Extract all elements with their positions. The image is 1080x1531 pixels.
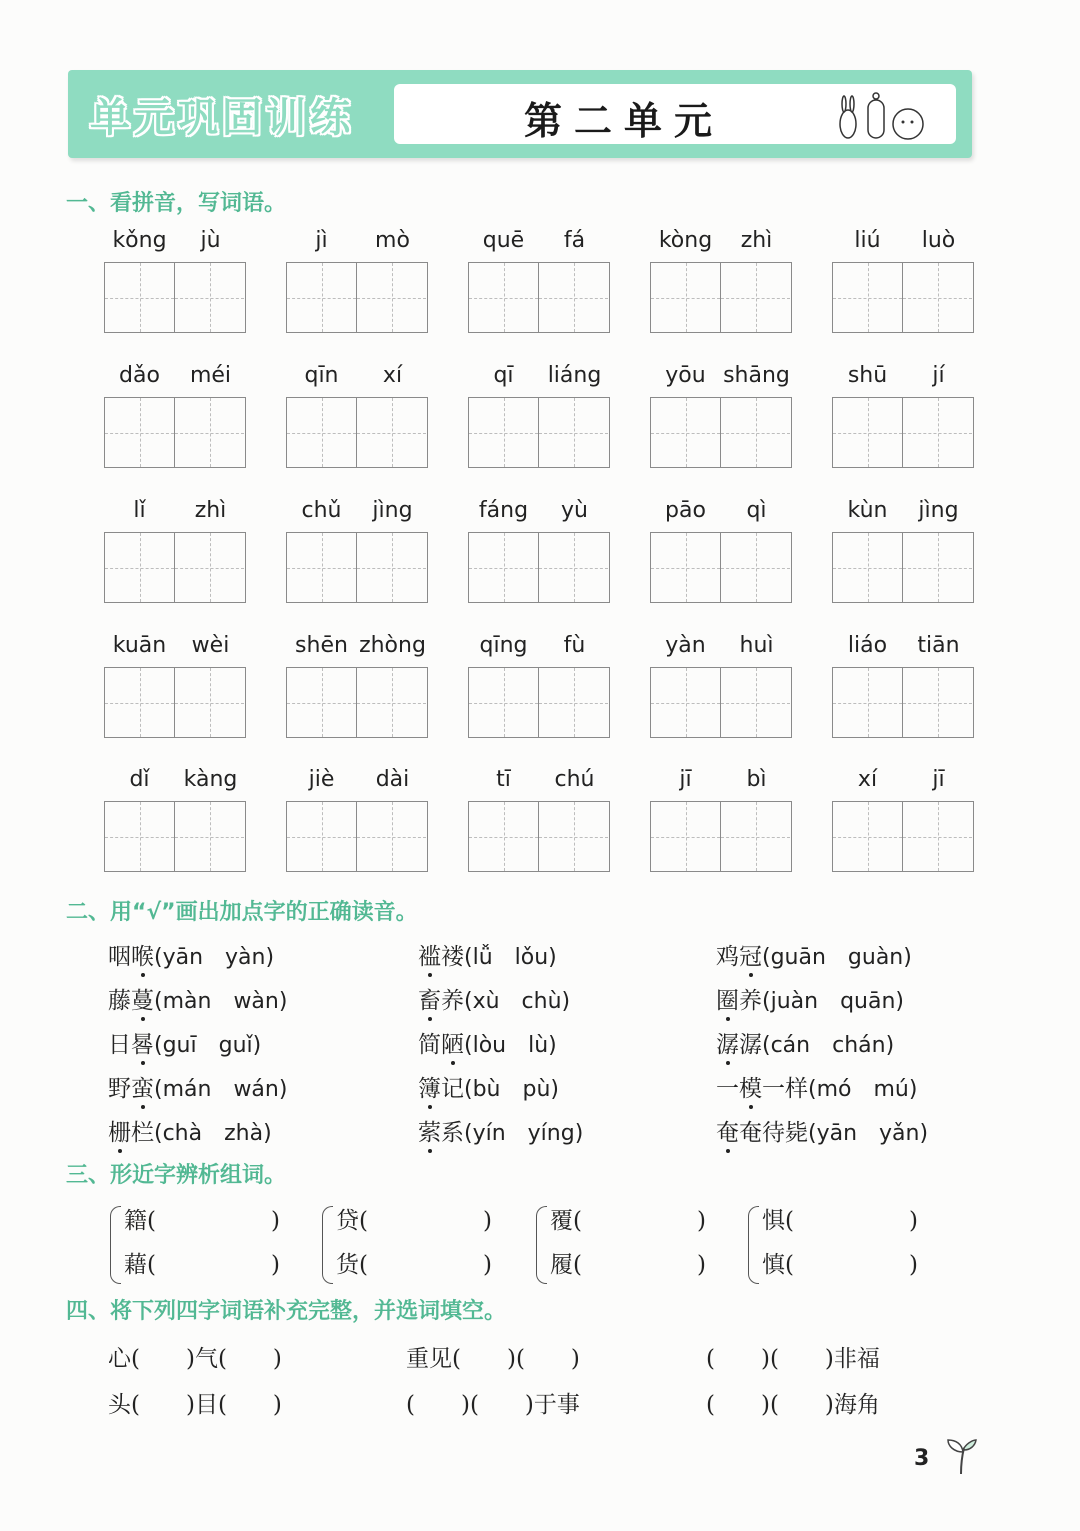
- pinyin-syllable: jù: [200, 228, 221, 253]
- idiom-item[interactable]: 头( )目( ): [108, 1392, 282, 1418]
- pinyin-syllable: dǐ: [129, 767, 150, 792]
- pronunciation-item: [716, 1114, 928, 1147]
- pinyin-word: [832, 633, 974, 738]
- pinyin-syllable: lǐ: [133, 498, 146, 523]
- pronunciation-item: [716, 938, 912, 971]
- writing-box[interactable]: [539, 802, 608, 871]
- pinyin-word: [832, 767, 974, 872]
- writing-box[interactable]: [721, 398, 790, 467]
- word: 栅栏: [108, 1120, 154, 1146]
- pinyin-word: [832, 363, 974, 468]
- word: 褴褛: [418, 944, 464, 970]
- pronunciation-item: [108, 1026, 261, 1059]
- pinyin-syllable: liú: [854, 228, 881, 253]
- word: 一模一样: [716, 1076, 808, 1102]
- pinyin-syllable: mò: [375, 228, 410, 253]
- idiom-item[interactable]: 重见( )( ): [406, 1346, 580, 1372]
- char-row[interactable]: 贷( ): [336, 1208, 492, 1234]
- writing-box[interactable]: [833, 533, 903, 602]
- reading-options[interactable]: (mó mú): [808, 1077, 918, 1102]
- pinyin-word: [286, 228, 428, 333]
- pinyin-syllable: quē: [482, 228, 525, 253]
- pinyin-syllable: fù: [563, 633, 586, 658]
- pinyin-syllable: zhì: [740, 228, 773, 253]
- pinyin-syllable: xí: [382, 363, 403, 388]
- idiom-item[interactable]: ( )( )于事: [406, 1392, 580, 1418]
- pinyin-syllable: jìng: [372, 498, 413, 523]
- writing-box[interactable]: [539, 668, 608, 737]
- section-2-title: 二、用“√”画出加点字的正确读音。: [66, 900, 418, 925]
- word: 萦系: [418, 1120, 464, 1146]
- pinyin-syllable: huì: [739, 633, 774, 658]
- pinyin-syllable: shāng: [723, 363, 790, 388]
- pinyin-syllable: chǔ: [301, 498, 342, 523]
- pinyin-syllable: chú: [554, 767, 595, 792]
- pronunciation-item: [108, 1070, 287, 1103]
- pronunciation-item: [108, 938, 274, 971]
- brace: [322, 1206, 333, 1284]
- pinyin-syllable: dài: [375, 767, 410, 792]
- writing-box[interactable]: [469, 263, 539, 332]
- reading-options[interactable]: (yín yíng): [464, 1121, 584, 1146]
- reading-options[interactable]: (lǚ lǒu): [464, 945, 557, 970]
- pinyin-word: [286, 633, 428, 738]
- pinyin-word: [468, 363, 610, 468]
- pinyin-syllable: liáo: [847, 633, 888, 658]
- word: 藤蔓: [108, 988, 154, 1014]
- writing-box[interactable]: [357, 668, 426, 737]
- pinyin-syllable: qīn: [304, 363, 339, 388]
- pinyin-syllable: xí: [857, 767, 878, 792]
- char-row[interactable]: 货( ): [336, 1252, 492, 1278]
- char-row[interactable]: 覆( ): [550, 1208, 706, 1234]
- pinyin-syllable: yù: [561, 498, 588, 523]
- reading-options[interactable]: (guān guàn): [762, 945, 912, 970]
- pronunciation-item: [418, 938, 557, 971]
- writing-box[interactable]: [833, 802, 903, 871]
- pinyin-syllable: jiè: [308, 767, 335, 792]
- word: 簿记: [418, 1076, 464, 1102]
- char-row[interactable]: 藉( ): [124, 1252, 280, 1278]
- pinyin-syllable: yōu: [665, 363, 706, 388]
- pinyin-syllable: zhòng: [359, 633, 426, 658]
- pronunciation-item: [108, 982, 287, 1015]
- writing-box[interactable]: [469, 533, 539, 602]
- writing-box[interactable]: [721, 668, 790, 737]
- pinyin-syllable: fá: [563, 228, 586, 253]
- reading-options[interactable]: (lòu lù): [464, 1033, 557, 1058]
- writing-box[interactable]: [651, 263, 721, 332]
- pinyin-syllable: pāo: [665, 498, 706, 523]
- writing-box[interactable]: [469, 398, 539, 467]
- writing-box[interactable]: [903, 533, 972, 602]
- writing-box[interactable]: [105, 263, 175, 332]
- pinyin-syllable: kuān: [112, 633, 167, 658]
- writing-box[interactable]: [287, 263, 357, 332]
- pinyin-word: [832, 498, 974, 603]
- writing-box[interactable]: [287, 802, 357, 871]
- word: 奄奄待毙: [716, 1120, 808, 1146]
- reading-options[interactable]: (bù pù): [464, 1077, 559, 1102]
- pinyin-word: [832, 228, 974, 333]
- pinyin-word: [104, 633, 246, 738]
- pinyin-syllable: yàn: [665, 633, 706, 658]
- writing-box[interactable]: [651, 533, 721, 602]
- writing-box[interactable]: [287, 668, 357, 737]
- word: 圈养: [716, 988, 762, 1014]
- pronunciation-item: [418, 982, 570, 1015]
- idiom-item[interactable]: ( )( )海角: [706, 1392, 880, 1418]
- pinyin-word: [650, 363, 792, 468]
- pinyin-syllable: zhì: [194, 498, 227, 523]
- pinyin-word: [650, 767, 792, 872]
- char-row[interactable]: 履( ): [550, 1252, 706, 1278]
- pinyin-syllable: dǎo: [119, 363, 160, 388]
- pinyin-syllable: liáng: [547, 363, 602, 388]
- writing-box[interactable]: [357, 398, 426, 467]
- writing-box[interactable]: [357, 533, 426, 602]
- mascot-icon: [832, 86, 932, 142]
- reading-options[interactable]: (yān yàn): [154, 945, 275, 970]
- pinyin-word: [286, 767, 428, 872]
- writing-box[interactable]: [539, 533, 608, 602]
- pinyin-syllable: tī: [496, 767, 511, 792]
- pinyin-syllable: jì: [315, 228, 328, 253]
- pinyin-syllable: tiān: [917, 633, 960, 658]
- banner-left-title: 单元巩固训练: [90, 94, 354, 141]
- writing-box[interactable]: [721, 263, 790, 332]
- writing-box[interactable]: [469, 802, 539, 871]
- pronunciation-item: [418, 1070, 559, 1103]
- char-row[interactable]: 籍( ): [124, 1208, 280, 1234]
- writing-box[interactable]: [105, 398, 175, 467]
- reading-options[interactable]: (yān yǎn): [808, 1121, 929, 1146]
- pronunciation-item: [108, 1114, 272, 1147]
- word: 咽喉: [108, 944, 154, 970]
- pinyin-syllable: qì: [746, 498, 767, 523]
- pinyin-syllable: méi: [189, 363, 232, 388]
- word: 鸡冠: [716, 944, 762, 970]
- pronunciation-item: [418, 1026, 557, 1059]
- char-row[interactable]: 慎( ): [762, 1252, 918, 1278]
- section-4-title: 四、将下列四字词语补充完整，并选词填空。: [66, 1299, 507, 1324]
- writing-box[interactable]: [175, 398, 244, 467]
- writing-box[interactable]: [287, 398, 357, 467]
- pinyin-word: [468, 767, 610, 872]
- word: 潺潺: [716, 1032, 762, 1058]
- word: 野蛮: [108, 1076, 154, 1102]
- pronunciation-item: [716, 982, 904, 1015]
- word: 简陋: [418, 1032, 464, 1058]
- section-1-title: 一、看拼音，写词语。: [66, 191, 287, 216]
- pinyin-syllable: jí: [932, 363, 945, 388]
- writing-box[interactable]: [833, 668, 903, 737]
- pinyin-syllable: qīng: [479, 633, 528, 658]
- pinyin-word: [650, 228, 792, 333]
- pinyin-syllable: kǒng: [112, 228, 167, 253]
- writing-box[interactable]: [469, 668, 539, 737]
- writing-box[interactable]: [651, 802, 721, 871]
- pinyin-word: [104, 498, 246, 603]
- writing-box[interactable]: [175, 263, 244, 332]
- pinyin-word: [468, 498, 610, 603]
- word: 日晷: [108, 1032, 154, 1058]
- pinyin-syllable: kòng: [658, 228, 713, 253]
- writing-box[interactable]: [651, 668, 721, 737]
- writing-box[interactable]: [287, 533, 357, 602]
- brace: [748, 1206, 759, 1284]
- reading-options[interactable]: (juàn quān): [762, 989, 904, 1014]
- writing-box[interactable]: [175, 802, 244, 871]
- pinyin-syllable: jìng: [918, 498, 959, 523]
- unit-title: 第二单元: [523, 98, 724, 143]
- idiom-item[interactable]: 心( )气( ): [108, 1346, 282, 1372]
- banner-title-box: [394, 84, 956, 144]
- reading-options[interactable]: (guī guǐ): [154, 1033, 262, 1058]
- writing-box[interactable]: [903, 668, 972, 737]
- pinyin-syllable: wèi: [191, 633, 230, 658]
- brace: [536, 1206, 547, 1284]
- pinyin-word: [650, 498, 792, 603]
- pinyin-syllable: kàng: [183, 767, 238, 792]
- unit-banner: [68, 70, 972, 158]
- pronunciation-item: [716, 1026, 894, 1059]
- writing-box[interactable]: [903, 398, 972, 467]
- pinyin-syllable: jī: [679, 767, 692, 792]
- writing-box[interactable]: [903, 263, 972, 332]
- writing-box[interactable]: [105, 533, 175, 602]
- writing-box[interactable]: [105, 668, 175, 737]
- writing-box[interactable]: [539, 398, 608, 467]
- writing-box[interactable]: [105, 802, 175, 871]
- pronunciation-item: [418, 1114, 583, 1147]
- pinyin-syllable: kùn: [847, 498, 888, 523]
- reading-options[interactable]: (màn wàn): [154, 989, 288, 1014]
- sprout-icon: [944, 1436, 978, 1476]
- pinyin-syllable: bì: [746, 767, 767, 792]
- writing-box[interactable]: [539, 263, 608, 332]
- reading-options[interactable]: (xù chù): [464, 989, 571, 1014]
- pinyin-syllable: shū: [847, 363, 888, 388]
- pronunciation-item: [716, 1070, 917, 1103]
- pinyin-syllable: shēn: [295, 633, 348, 658]
- pinyin-word: [104, 767, 246, 872]
- pinyin-syllable: jī: [932, 767, 945, 792]
- pinyin-word: [286, 498, 428, 603]
- pinyin-word: [468, 633, 610, 738]
- pinyin-word: [104, 228, 246, 333]
- char-row[interactable]: 惧( ): [762, 1208, 918, 1234]
- reading-options[interactable]: (mán wán): [154, 1077, 288, 1102]
- writing-box[interactable]: [651, 398, 721, 467]
- reading-options[interactable]: (cán chán): [762, 1033, 895, 1058]
- writing-box[interactable]: [175, 668, 244, 737]
- pinyin-word: [468, 228, 610, 333]
- writing-box[interactable]: [903, 802, 972, 871]
- pinyin-syllable: fáng: [478, 498, 529, 523]
- writing-box[interactable]: [357, 802, 426, 871]
- pinyin-syllable: luò: [921, 228, 956, 253]
- pinyin-word: [104, 363, 246, 468]
- pinyin-word: [650, 633, 792, 738]
- writing-box[interactable]: [721, 533, 790, 602]
- idiom-item[interactable]: ( )( )非福: [706, 1346, 880, 1372]
- writing-box[interactable]: [721, 802, 790, 871]
- writing-box[interactable]: [175, 533, 244, 602]
- writing-box[interactable]: [833, 263, 903, 332]
- pinyin-word: [286, 363, 428, 468]
- page-number: 3: [914, 1446, 930, 1471]
- reading-options[interactable]: (chà zhà): [154, 1121, 272, 1146]
- word: 畜养: [418, 988, 464, 1014]
- section-3-title: 三、形近字辨析组词。: [66, 1163, 287, 1188]
- pinyin-syllable: qī: [493, 363, 514, 388]
- writing-box[interactable]: [357, 263, 426, 332]
- brace: [110, 1206, 121, 1284]
- writing-box[interactable]: [833, 398, 903, 467]
